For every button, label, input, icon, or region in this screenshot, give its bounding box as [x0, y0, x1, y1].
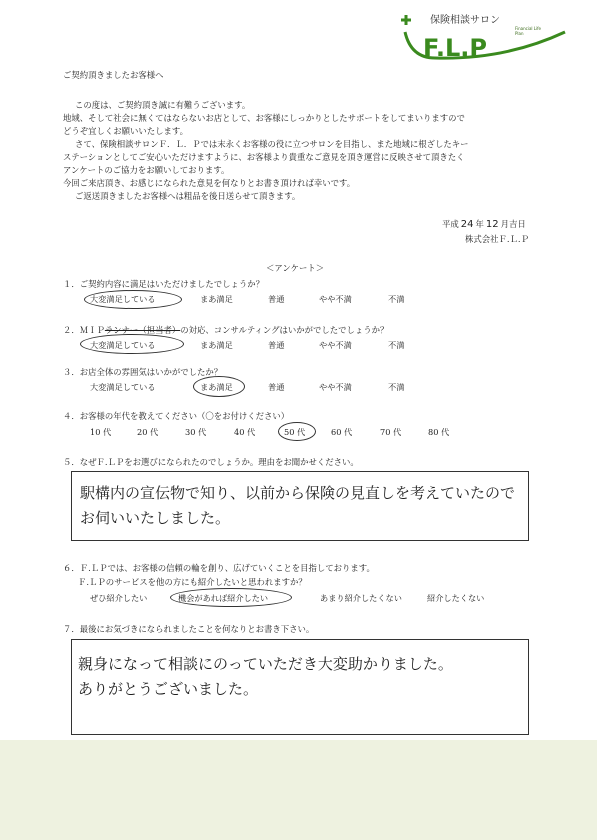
q1-option-4[interactable]: やや不満 [319, 294, 352, 304]
q4-text: ４．お客様の年代を教えてください（〇をお付けください） [63, 411, 290, 421]
logo-mark-text: F.L.P [423, 34, 487, 62]
q6-selected-circle [170, 588, 292, 607]
q4-option-80s[interactable]: 80 代 [428, 427, 450, 437]
q4-option-60s[interactable]: 60 代 [331, 427, 353, 437]
q1-option-5[interactable]: 不満 [388, 294, 405, 304]
q1-selected-circle [84, 290, 182, 309]
intro-line-6: アンケートのご協力をお願いしております。 [63, 165, 230, 175]
q2-text-a: ２．ＭＩＰ [63, 325, 105, 335]
q4-option-50s[interactable]: 50 代 [284, 427, 306, 437]
q2-option-2[interactable]: まあ満足 [200, 340, 233, 350]
q5-text: ５．なぜＦ.ＬＰをお選びになられたのでしょうか。理由をお聞かせください。 [63, 457, 359, 467]
q5-answer-line-1: 駅構内の宣伝物で知り、以前から保険の見直しを考えていたので [80, 484, 516, 502]
q4-option-10s[interactable]: 10 代 [90, 427, 112, 437]
footer-band [0, 740, 597, 840]
intro-line-1: この度は、ご契約頂き誠に有難うございます。 [75, 100, 251, 110]
q7-answer-line-2: ありがとうございました。 [78, 680, 259, 698]
q4-selected-circle [278, 422, 316, 441]
q3-text: ３．お店全体の雰囲気はいかがでしたか？ [63, 367, 223, 377]
q6-option-2[interactable]: 機会があれば紹介したい [178, 593, 269, 603]
date-line [442, 218, 526, 231]
q3-option-1[interactable]: 大変満足している [90, 382, 156, 392]
q1-option-2[interactable]: まあ満足 [200, 294, 233, 304]
intro-line-3: どうぞ宜しくお願いいたします。 [63, 126, 188, 136]
q2-option-1[interactable]: 大変満足している [90, 340, 156, 350]
q2-text-struck: ランナー（担当者） [104, 325, 181, 335]
q1-option-1[interactable]: 大変満足している [90, 294, 156, 304]
intro-line-5: ステーションとしてご安心いただけますように、お客様より貴重なご意見を頂き運営に反映させて頂きたく [63, 152, 465, 162]
intro-line-7: 今回ご来店頂き、お感じになられた意見を何なりとお書き頂ければ幸いです。 [63, 178, 356, 188]
q1-text: １．ご契約内容に満足はいただけましたでしょうか？ [63, 279, 264, 289]
q3-option-4[interactable]: やや不満 [319, 382, 352, 392]
q2-option-4[interactable]: やや不満 [319, 340, 352, 350]
q6-option-4[interactable]: 紹介したくない [427, 593, 485, 603]
flp-logo [395, 10, 575, 66]
q4-option-40s[interactable]: 40 代 [234, 427, 256, 437]
date-month: 12 [485, 219, 499, 230]
date-year: 24 [460, 219, 474, 230]
q4-option-20s[interactable]: 20 代 [137, 427, 159, 437]
q2-option-5[interactable]: 不満 [388, 340, 405, 350]
intro-line-4: さて、保険相談サロンＦ．Ｌ．Ｐでは末永くお客様の役に立つサロンを目指し、また地域に根ざしたキー [75, 139, 469, 149]
date-prefix: 平成 [442, 219, 459, 229]
q6-text-2: Ｆ.ＬＰのサービスを他の方にも紹介したいと思われますか？ [78, 577, 307, 587]
date-suffix: 月吉日 [500, 219, 526, 229]
q2-text-b: の対応、コンサルティングはいかがでしたでしょうか？ [180, 325, 389, 335]
q7-answer-line-1: 親身になって相談にのっていただき大変助かりました。 [78, 655, 453, 673]
greeting: ご契約頂きましたお客様へ [63, 70, 164, 80]
q3-selected-circle [193, 376, 245, 397]
q5-answer-line-2: お伺いいたしました。 [80, 509, 231, 527]
logo-title: 保険相談サロン [430, 15, 500, 26]
q3-option-5[interactable]: 不満 [388, 382, 405, 392]
q2-option-3[interactable]: 普通 [268, 340, 285, 350]
q2-selected-circle [80, 334, 184, 354]
survey-title: ＜アンケート＞ [266, 263, 325, 273]
q1-option-3[interactable]: 普通 [268, 294, 285, 304]
q3-option-2[interactable]: まあ満足 [200, 382, 233, 392]
company-name: 株式会社Ｆ.Ｌ.Ｐ [465, 234, 529, 244]
intro-line-2: 地域、そして社会に無くてはならないお店として、お客様にしっかりとしたサポートをしてまいりますので [63, 113, 465, 123]
q7-text: ７．最後にお気づきになられましたことを何なりとお書き下さい。 [63, 624, 315, 634]
q6-option-3[interactable]: あまり紹介したくない [320, 593, 402, 603]
q4-option-30s[interactable]: 30 代 [185, 427, 207, 437]
logo-subtitle: Financial Life Plan [515, 26, 541, 36]
q3-option-3[interactable]: 普通 [268, 382, 285, 392]
intro-line-8: ご返送頂きましたお客様へは粗品を後日送らせて頂きます。 [75, 191, 301, 201]
q6-option-1[interactable]: ぜひ紹介したい [90, 593, 148, 603]
q6-text-1: ６．Ｆ.ＬＰでは、お客様の信頼の輪を創り、広げていくことを目指しております。 [63, 563, 375, 573]
q4-option-70s[interactable]: 70 代 [380, 427, 402, 437]
date-nen: 年 [475, 219, 484, 229]
